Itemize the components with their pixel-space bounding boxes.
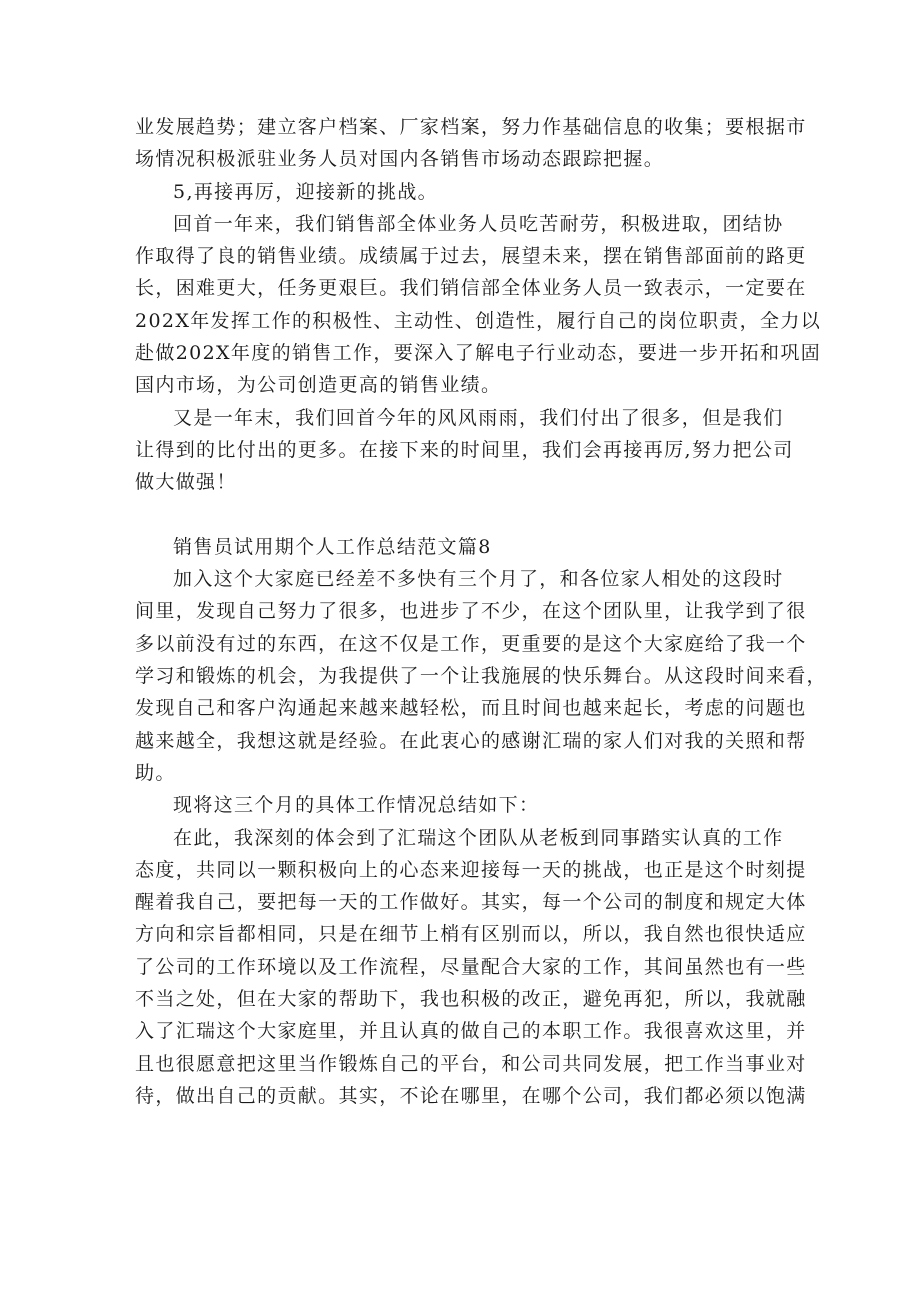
text-line: 多以前没有过的东西，在这不仅是工作，更重要的是这个大家庭给了我一个 (135, 632, 807, 655)
text-line: 5,再接再厉，迎接新的挑战。 (173, 180, 439, 203)
text-line: 作取得了良的销售业绩。成绩属于过去，展望未来，摆在销售部面前的路更 (135, 245, 807, 268)
text-line: 业发展趋势；建立客户档案、厂家档案，努力作基础信息的收集；要根据市 (135, 116, 807, 138)
text-line: 现将这三个月的具体工作情况总结如下： (173, 794, 540, 817)
text-line: 学习和锻炼的机会，为我提供了一个让我施展的快乐舞台。从这段时间来看， (135, 665, 827, 688)
text-line: 待，做出自己的贡献。其实，不论在哪里，在哪个公司，我们都必须以饱满 (135, 1084, 807, 1107)
text-line: 助。 (135, 761, 176, 784)
text-line: 入了汇瑞这个大家庭里，并且认真的做自己的本职工作。我很喜欢这里，并 (135, 1020, 807, 1043)
text-line: 回首一年来，我们销售部全体业务人员吃苦耐劳，积极进取，团结协 (173, 212, 784, 235)
text-line: 越来越全，我想这就是经验。在此衷心的感谢汇瑞的家人们对我的关照和帮 (135, 729, 807, 752)
text-line: 在此，我深刻的体会到了汇瑞这个团队从老板到同事踏实认真的工作 (173, 826, 784, 849)
section-heading: 销售员试用期个人工作总结范文篇8 (173, 535, 492, 558)
text-line: 不当之处，但在大家的帮助下，我也积极的改正，避免再犯，所以，我就融 (135, 988, 807, 1011)
text-line: 了公司的工作环境以及工作流程，尽量配合大家的工作，其间虽然也有一些 (135, 955, 807, 978)
text-line: 赴做202X年度的销售工作，要深入了解电子行业动态，要进一步开拓和巩固 (135, 342, 822, 365)
text-line: 加入这个大家庭已经差不多快有三个月了，和各位家人相处的这段时 (173, 568, 784, 591)
text-line: 场情况积极派驻业务人员对国内各销售市场动态跟踪把握。 (135, 148, 665, 171)
blank-line (135, 499, 795, 531)
document-body (135, 111, 827, 1112)
text-line: 间里，发现自己努力了很多，也进步了不少，在这个团队里，让我学到了很 (135, 600, 807, 623)
text-line: 202X年发挥工作的积极性、主动性、创造性，履行自己的岗位职责，全力以 (135, 309, 822, 332)
text-line: 国内市场，为公司创造更高的销售业绩。 (135, 374, 502, 397)
text-line: 醒着我自己，要把每一天的工作做好。其实，每一个公司的制度和规定大体 (135, 891, 807, 914)
text-line: 方向和宗旨都相同，只是在细节上梢有区别而以，所以，我自然也很快适应 (135, 923, 807, 946)
text-line: 态度，共同以一颗积极向上的心态来迎接每一天的挑战，也正是这个时刻提 (135, 858, 807, 881)
text-line: 做大做强！ (135, 471, 237, 494)
text-line: 且也很愿意把这里当作锻炼自己的平台，和公司共同发展，把工作当事业对 (135, 1052, 807, 1075)
text-line: 发现自己和客户沟通起来越来越轻松，而且时间也越来起长，考虑的问题也 (135, 697, 807, 720)
text-line: 长，困难更大，任务更艰巨。我们销信部全体业务人员一致表示，一定要在 (135, 277, 807, 300)
text-line: 让得到的比付出的更多。在接下来的时间里，我们会再接再厉,努力把公司 (135, 438, 794, 461)
text-line: 又是一年末，我们回首今年的风风雨雨，我们付出了很多，但是我们 (173, 406, 784, 429)
